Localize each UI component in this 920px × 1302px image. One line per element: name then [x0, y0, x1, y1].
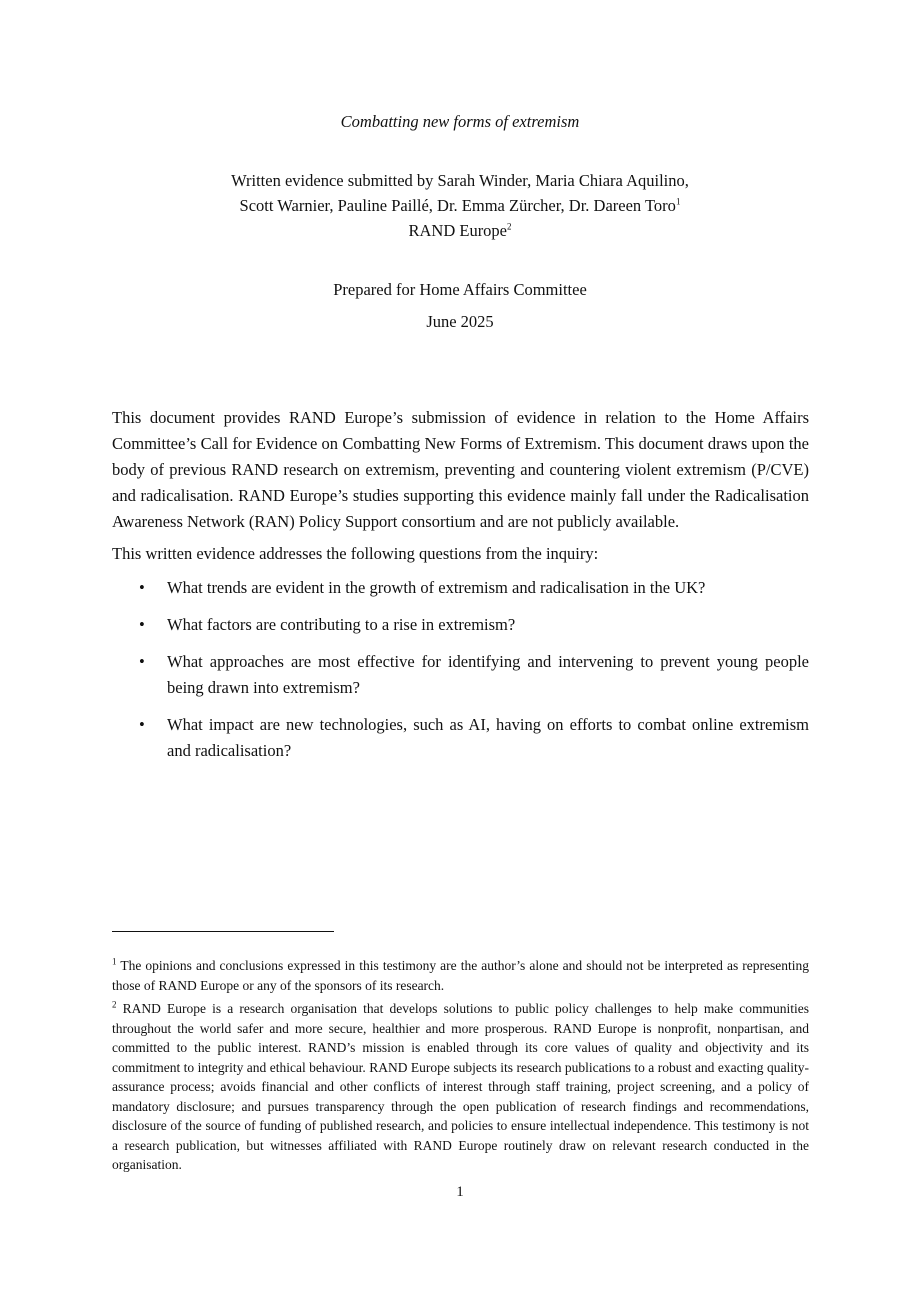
footnotes	[112, 956, 809, 1179]
authors-line-1: Written evidence submitted by Sarah Winder, Maria Chiara Aquilino,	[231, 171, 689, 190]
footnote-1	[112, 956, 809, 995]
footnote-1-marker: 1	[112, 956, 117, 967]
bullet-icon: •	[139, 715, 145, 734]
list-item	[112, 712, 809, 764]
footnote-divider	[112, 931, 334, 932]
authors-line-2	[0, 193, 920, 218]
footnote-1-text: The opinions and conclusions expressed in this testimony are the author’s alone and should not be interpreted as representing those of RAND Europe or any of the sponsors of its research.	[112, 958, 809, 993]
question-text: What approaches are most effective for identifying and intervening to prevent young people being drawn into extremism?	[167, 652, 809, 697]
prepared-for: Prepared for Home Affairs Committee	[333, 280, 587, 299]
organisation-name: RAND Europe	[408, 221, 508, 240]
footnote-ref-2: 2	[507, 221, 512, 232]
question-text: What trends are evident in the growth of extremism and radicalisation in the UK?	[167, 578, 706, 597]
author-block	[0, 168, 920, 243]
list-item	[112, 612, 809, 638]
document-title: Combatting new forms of extremism	[340, 112, 580, 131]
bullet-icon: •	[139, 652, 145, 671]
question-text: What impact are new technologies, such as AI, having on efforts to combat online extremism and radicalisation?	[167, 715, 809, 760]
footnote-2-marker: 2	[112, 999, 117, 1010]
list-item	[112, 649, 809, 701]
document-date: June 2025	[426, 312, 494, 331]
footnote-2	[112, 999, 809, 1175]
footnote-ref-1: 1	[675, 196, 681, 207]
footnote-2-text: RAND Europe is a research organisation that develops solutions to public policy challenges to help make communities throughout the world safer and more secure, healthier and more prosperous. RAND Europe is nonprofit, nonpartisan, and committed to the public interest. RAND’s mission is enabled through its core values of quality and objectivity and its commitment to integrity and ethical behaviour. RAND Europe subjects its research publications to a robust and exacting quality-assurance process; avoids financial and other conflicts of interest through staff training, project screening, and a policy of mandatory disclosure; and pursues transparency through the open publication of research findings and recommendations, disclosure of the source of funding of published research, and policies to ensure intellectual independence. This testimony is not a research publication, but witnesses affiliated with RAND Europe routinely draw on relevant research conducted in the organisation.	[112, 1001, 810, 1172]
prepared-block	[0, 278, 920, 334]
organisation-line	[0, 218, 920, 243]
list-item	[112, 575, 809, 601]
question-text: What factors are contributing to a rise in extremism?	[167, 615, 516, 634]
bullet-icon: •	[139, 615, 145, 634]
question-list	[112, 575, 809, 764]
bullet-icon: •	[139, 578, 145, 597]
questions-intro: This written evidence addresses the following questions from the inquiry:	[112, 544, 599, 563]
body-text	[112, 405, 809, 775]
authors-line-2-text: Scott Warnier, Pauline Paillé, Dr. Emma Zürcher, Dr. Dareen Toro	[239, 196, 676, 215]
page-number: 1	[456, 1184, 464, 1200]
intro-paragraph: This document provides RAND Europe’s submission of evidence in relation to the Home Affairs Committee’s Call for Evidence on Combatting New Forms of Extremism. This document draws upon the body of previous RAND research on extremism, preventing and countering violent extremism (P/CVE) and radicalisation. RAND Europe’s studies supporting this evidence mainly fall under the Radicalisation Awareness Network (RAN) Policy Support consortium and are not publicly available.	[112, 408, 809, 531]
